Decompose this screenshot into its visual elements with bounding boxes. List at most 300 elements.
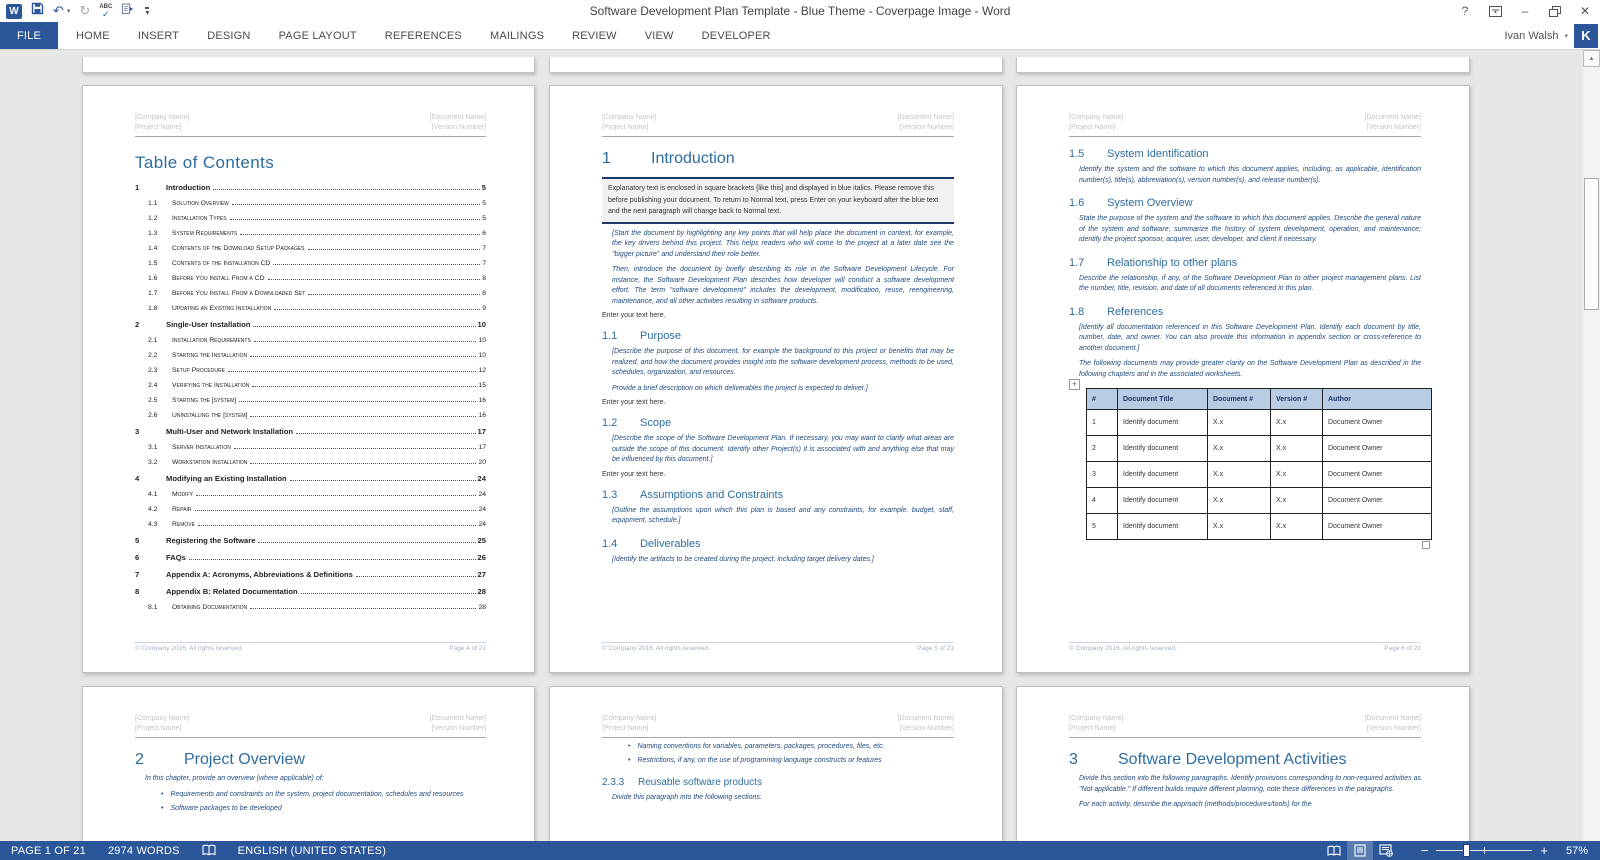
toc-label: Single-User Installation: [166, 320, 251, 329]
table-cell: Identify document: [1118, 410, 1208, 436]
table-cell: 1: [1087, 410, 1118, 436]
header-company: [Company Name]: [602, 114, 657, 121]
toc-entry[interactable]: [135, 367, 486, 382]
toc-leader: [253, 326, 475, 327]
section-heading: [602, 777, 954, 788]
body-paragraph: Enter your text here.: [602, 312, 666, 320]
bullet-text: Naming conventions for variables, parameters, packages, procedures, files, etc.: [637, 743, 885, 750]
quick-access-toolbar: [0, 0, 149, 22]
zoom-slider-thumb[interactable]: [1463, 844, 1470, 857]
undo-dropdown-icon[interactable]: ▾: [66, 8, 71, 15]
footer-page-number: Page 6 of 21: [1384, 645, 1421, 652]
guidance-paragraph: For each activity, describe the approach (methods/procedures/tools) for the: [1079, 801, 1312, 808]
toc-page-number: 28: [477, 587, 486, 596]
ribbon-tab[interactable]: REVIEW: [572, 29, 617, 42]
section-heading: [602, 150, 954, 168]
table-cell: X.x: [1208, 410, 1271, 436]
table-cell: Identify document: [1118, 436, 1208, 462]
restore-icon[interactable]: [1540, 0, 1570, 22]
table-resize-handle[interactable]: [1422, 541, 1430, 549]
document-canvas[interactable]: [0, 50, 1600, 841]
toc-number: 1.7: [148, 290, 158, 297]
bullet-item: [161, 790, 486, 800]
toc-leader: [198, 525, 476, 526]
toc-leader: [196, 495, 476, 496]
header-version: [Version Number]: [899, 725, 954, 732]
heading-number: 1.3: [602, 488, 618, 501]
toc-page-number: 15: [478, 382, 486, 389]
toc-page-number: 9: [482, 305, 486, 312]
toc-label: Verifying the Installation: [172, 382, 250, 389]
page-content: [550, 86, 1002, 565]
header-left: [135, 113, 189, 133]
toc-page-number: 7: [482, 260, 486, 267]
toc-number: 4.1: [148, 491, 158, 498]
heading-number: 1: [602, 150, 611, 167]
save-icon[interactable]: [31, 2, 44, 20]
toc-number: 5: [135, 536, 140, 545]
table-cell: Document Owner: [1323, 410, 1432, 436]
zoom-in-button[interactable]: +: [1540, 843, 1548, 858]
ribbon-tab[interactable]: PAGE LAYOUT: [278, 29, 357, 42]
section-heading: [602, 489, 954, 501]
ribbon-tab[interactable]: DESIGN: [207, 29, 251, 42]
bullet-item: [161, 804, 486, 814]
toc-leader: [296, 433, 476, 434]
proofing-status-icon[interactable]: [191, 841, 227, 860]
spelling-grammar-icon[interactable]: ABC ✓: [99, 4, 113, 19]
table-cell: X.x: [1271, 410, 1323, 436]
header-document: [Document Name]: [897, 114, 954, 121]
table-header-cell: Version #: [1271, 389, 1323, 410]
toc-label: Repair: [172, 506, 192, 513]
guidance-paragraph: The following documents may provide greater clarity on the Software Development Plan as described in the following chapters and in the associated worksheets.: [1079, 360, 1421, 378]
header-version: [Version Number]: [1366, 124, 1421, 131]
toc-leader: [308, 294, 480, 295]
toc-entry[interactable]: [135, 536, 486, 553]
toc-entry[interactable]: [135, 352, 486, 367]
toc-page-number: 10: [478, 337, 486, 344]
document-title: Table of Contents: [135, 153, 275, 172]
footer-page-number: Page 4 of 21: [449, 645, 486, 652]
heading-text: Software Development Activities: [1118, 751, 1347, 768]
word-app-icon[interactable]: W: [6, 4, 22, 19]
toc-page-number: 10: [478, 352, 486, 359]
toc-entry[interactable]: [135, 230, 486, 245]
footer-copyright: © Company 2016. All rights reserved.: [135, 645, 243, 652]
toc-number: 2.6: [148, 412, 158, 419]
toc-number: 6: [135, 553, 140, 562]
toc-entry[interactable]: [135, 397, 486, 412]
heading-text: System Overview: [1107, 197, 1193, 209]
zoom-percentage[interactable]: 57%: [1565, 844, 1588, 857]
heading-number: 1.6: [1069, 197, 1085, 209]
close-icon[interactable]: ✕: [1579, 4, 1591, 18]
toc-entry[interactable]: [135, 587, 486, 604]
toc-leader: [230, 219, 481, 220]
header-document: [Document Name]: [1364, 114, 1421, 121]
guidance-paragraph: Divide this paragraph into the following sections:: [612, 794, 762, 802]
toc-label: Installation Requirements: [172, 337, 251, 344]
table-cell: 5: [1087, 514, 1118, 540]
table-cell: Identify document: [1118, 514, 1208, 540]
toc-page-number: 12: [478, 367, 486, 374]
table-header-cell: Author: [1323, 389, 1432, 410]
bullet-marker: •: [161, 790, 164, 798]
page-bottom-partial: [1016, 57, 1470, 73]
header-left: [1069, 714, 1123, 734]
page-content: [83, 687, 534, 814]
table-header-row: [1087, 389, 1432, 410]
toc-number: 1.2: [148, 215, 158, 222]
guidance-paragraph: [Describe the purpose of this document, for example the background to this project or benefits that may be realized, and how the document provides insight into the software development process, methods to be used, schedules, organization, and resources.: [612, 348, 954, 377]
web-layout-button[interactable]: [1373, 841, 1399, 860]
guidance-paragraph: Describe the relationship, if any, of the Software Development Plan to other project management plans. List the number, title, revision, and date of all documents referenced in this plan.: [1079, 274, 1421, 292]
bullet-item: [628, 742, 954, 752]
toc-page-number: 17: [478, 444, 486, 451]
heading-number: 1.2: [602, 417, 618, 430]
table-cell: X.x: [1271, 488, 1323, 514]
toc-leader: [189, 559, 476, 560]
page-content: [1017, 86, 1469, 540]
toc-entry[interactable]: [135, 506, 486, 521]
toc-page-number: 6: [482, 230, 486, 237]
toc-label: Obtaining Documentation: [172, 604, 248, 611]
toc-entry[interactable]: [135, 382, 486, 397]
table-cell: X.x: [1271, 462, 1323, 488]
heading-text: Reusable software products: [638, 777, 762, 789]
toc-label: Solution Overview: [172, 200, 229, 207]
heading-number: 1.4: [602, 537, 618, 550]
scroll-up-button[interactable]: ▲: [1583, 50, 1600, 67]
page-indicator[interactable]: PAGE 1 OF 21: [11, 844, 86, 857]
vertical-scrollbar[interactable]: [1583, 50, 1600, 841]
header-left: [135, 714, 189, 734]
toc-label: Before You Install From a CD: [172, 275, 265, 282]
toc-entry[interactable]: [135, 412, 486, 427]
table-row: [1087, 488, 1432, 514]
title-bar: [0, 0, 1600, 22]
toc-label: Server Installation: [172, 444, 231, 451]
page-project-overview[interactable]: [82, 686, 535, 841]
scrollbar-thumb[interactable]: [1584, 178, 1599, 310]
toc-page-number: 8: [482, 290, 486, 297]
toc-number: 7: [135, 570, 140, 579]
toc-label: Multi-User and Network Installation: [166, 427, 293, 436]
toc-leader: [234, 448, 477, 449]
toc-page-number: 24: [477, 474, 486, 483]
heading-text: System Identification: [1107, 148, 1209, 160]
toc-entry[interactable]: [135, 245, 486, 260]
toc-entry[interactable]: [135, 570, 486, 587]
heading-number: 1.1: [602, 330, 618, 343]
table-row: [1087, 436, 1432, 462]
toc-label: Installation Types: [172, 215, 227, 222]
toc-number: 1.6: [148, 275, 158, 282]
page-header: [135, 113, 486, 137]
toc-number: 2.3: [148, 367, 158, 374]
page-bottom-partial: [549, 57, 1003, 73]
toc-leader: [356, 576, 476, 577]
bullet-item: [628, 756, 954, 766]
bullet-marker: •: [628, 757, 631, 765]
heading-number: 1.7: [1069, 256, 1085, 269]
toc-number: 3.1: [148, 444, 158, 451]
toc-leader: [301, 593, 476, 594]
toc-page-number: 16: [478, 397, 486, 404]
toc-entry[interactable]: [135, 290, 486, 305]
toc-entry[interactable]: [135, 260, 486, 275]
tab-file[interactable]: FILE: [0, 22, 58, 49]
toc-entry[interactable]: [135, 491, 486, 506]
toc-page-number: 25: [477, 536, 486, 545]
ribbon-tab[interactable]: HOME: [76, 29, 110, 42]
heading-text: Introduction: [651, 150, 735, 167]
page-header: [1069, 714, 1421, 738]
header-right: [1365, 714, 1421, 734]
header-company: [Company Name]: [1069, 114, 1124, 121]
header-right: [898, 714, 954, 734]
header-document: [Document Name]: [429, 715, 486, 722]
toc-leader: [250, 356, 476, 357]
footer-page-number: Page 5 of 21: [917, 645, 954, 652]
page-software-development-activities[interactable]: [1016, 686, 1470, 841]
user-dropdown-icon[interactable]: ▾: [1564, 32, 1568, 40]
toc-number: 4.3: [148, 521, 158, 528]
undo-icon[interactable]: ↶: [53, 3, 64, 18]
table-move-handle[interactable]: +: [1069, 379, 1080, 390]
zoom-slider[interactable]: [1436, 844, 1532, 857]
page-footer: [1069, 642, 1421, 652]
heading-text: References: [1107, 305, 1164, 318]
read-mode-button[interactable]: [1321, 841, 1347, 860]
guidance-paragraph: [Identify all documentation referenced in this Software Development Plan. Identify each document by title, number, date, and owner. You can also provide this information in appendix section or cross-reference to another document.]: [1079, 323, 1421, 352]
table-cell: Document Owner: [1323, 436, 1432, 462]
page-introduction[interactable]: [549, 85, 1003, 673]
header-version: [Version Number]: [1366, 725, 1421, 732]
toc-page-number: 27: [477, 570, 486, 579]
toc-entry[interactable]: [135, 474, 486, 491]
section-heading: [1069, 751, 1421, 769]
toc-page-number: 24: [478, 506, 486, 513]
header-right: [898, 113, 954, 133]
toc-leader: [274, 309, 480, 310]
toc-entry[interactable]: [135, 337, 486, 352]
guidance-paragraph: [Identify the artifacts to be created during the project, including target delivery dates.]: [612, 555, 874, 563]
header-project: [Project Name]: [602, 124, 649, 131]
toc-entry[interactable]: [135, 427, 486, 444]
toc-number: 3: [135, 427, 140, 436]
section-heading: [1069, 257, 1421, 269]
toc-label: Setup Procedure: [172, 367, 225, 374]
toc-label: Updating an Existing Installation: [172, 305, 272, 312]
header-left: [602, 714, 656, 734]
toc-label: Modifying an Existing Installation: [166, 474, 287, 483]
toc-leader: [240, 234, 480, 235]
word-count[interactable]: 2974 WORDS: [107, 844, 180, 857]
table-cell: 4: [1087, 488, 1118, 514]
toc-entry[interactable]: [135, 320, 486, 337]
ribbon-tab[interactable]: VIEW: [644, 29, 674, 42]
toc-entry[interactable]: [135, 459, 486, 474]
footer-copyright: © Company 2016. All rights reserved.: [602, 645, 710, 652]
heading-number: 1.5: [1069, 148, 1085, 160]
table-cell: Document Owner: [1323, 462, 1432, 488]
toc-label: Remove: [172, 521, 195, 528]
toc-page-number: 20: [478, 459, 486, 466]
header-project: [Project Name]: [135, 725, 182, 732]
toc-leader: [258, 542, 475, 543]
toc-entry[interactable]: [135, 215, 486, 230]
toc-page-number: 5: [482, 200, 486, 207]
toc-label: System Requirements: [172, 230, 238, 237]
header-project: [Project Name]: [135, 124, 182, 131]
toc-page-number: 10: [477, 320, 486, 329]
guidance-paragraph: State the purpose of the system and the software to which this document applies. Describe the general nature of the system and software; summarize the history of system development, operation, and maintenance; identify the project sponsor, acquirer, user, developer, and client if necessary.: [1079, 215, 1421, 243]
avatar[interactable]: K: [1574, 24, 1598, 48]
toc-entry[interactable]: [135, 553, 486, 570]
toc-number: 1.4: [148, 245, 158, 252]
window-controls: [1450, 0, 1600, 22]
language-indicator[interactable]: ENGLISH (UNITED STATES): [237, 844, 387, 857]
bullet-text: Requirements and constraints on the system, project documentation, schedules and resources: [170, 790, 464, 798]
toc-page-number: 17: [477, 427, 486, 436]
toc-label: Appendix A: Acronyms, Abbreviations & Definitions: [166, 570, 353, 579]
section-heading: [602, 330, 954, 342]
toc-page-number: 24: [478, 491, 486, 498]
toc-number: 1.3: [148, 230, 158, 237]
bullet-marker: •: [161, 804, 164, 812]
ribbon-tab[interactable]: DEVELOPER: [701, 29, 771, 42]
ribbon-tab[interactable]: MAILINGS: [489, 29, 545, 42]
toc-page-number: 8: [482, 275, 486, 282]
header-version: [Version Number]: [431, 725, 486, 732]
toc-leader: [228, 371, 477, 372]
toc-entry[interactable]: [135, 305, 486, 320]
footer-copyright: © Company 2016. All rights reserved.: [1069, 645, 1177, 652]
zoom-out-button[interactable]: −: [1420, 843, 1429, 858]
toc-number: 2.5: [148, 397, 158, 404]
ribbon-tab[interactable]: REFERENCES: [384, 29, 462, 42]
page-header: [602, 113, 954, 137]
toc-leader: [252, 386, 476, 387]
page-header: [135, 714, 486, 738]
toc-entry[interactable]: [135, 444, 486, 459]
status-bar: [0, 841, 1600, 860]
toc-page-number: 28: [478, 604, 486, 611]
header-company: [Company Name]: [602, 715, 657, 722]
heading-number: 3: [1069, 751, 1078, 768]
toc-leader: [273, 264, 480, 265]
section-heading: [135, 751, 486, 769]
document-table: [1086, 388, 1432, 540]
bullet-text: Restrictions, if any, on the use of programming language constructs or features: [637, 757, 882, 765]
guidance-paragraph: [Describe the scope of the Software Development Plan. If necessary, you may want to clarify what areas are outside the scope of this document. Identify other Project(s) it is associated with and anything else that may be influenced by this document.]: [612, 435, 954, 464]
toc-label: Uninstalling the [system]: [172, 412, 248, 419]
redo-icon[interactable]: ↻: [79, 3, 91, 18]
heading-text: Purpose: [640, 330, 681, 343]
table-cell: Identify document: [1118, 488, 1208, 514]
toc-leader: [195, 510, 477, 511]
toc-number: 2.1: [148, 337, 158, 344]
toc-entry[interactable]: [135, 200, 486, 215]
section-heading: [1069, 306, 1421, 318]
heading-number: 1.8: [1069, 305, 1085, 318]
header-document: [Document Name]: [897, 715, 954, 722]
minimize-icon[interactable]: –: [1521, 4, 1529, 18]
table-cell: X.x: [1208, 514, 1271, 540]
table-cell: X.x: [1271, 514, 1323, 540]
ribbon-tab[interactable]: INSERT: [137, 29, 180, 42]
header-document: [Document Name]: [1364, 715, 1421, 722]
guidance-paragraph: Identify the system and the software to which this document applies, including, as applicable, identification number(s), title(s), abbreviation(s), version number(s), and release number(s).: [1079, 166, 1421, 184]
section-heading: [1069, 197, 1421, 209]
header-right: [1365, 113, 1421, 133]
toc-page-number: 5: [481, 183, 486, 192]
guidance-paragraph: Divide this section into the following paragraphs. Identify provisions corresponding to non-required activities as "Not applicable." If different builds require different planning, note these differences in the paragraphs.: [1079, 775, 1421, 793]
page-table-of-contents[interactable]: [82, 85, 535, 673]
toc-number: 2: [135, 320, 140, 329]
table-row: [1087, 514, 1432, 540]
table-header-cell: #: [1087, 389, 1118, 410]
explanatory-note: Explanatory text is enclosed in square brackets [like this] and displayed in blue italics. Please remove this before publishing your document. To return to Normal text, press Enter on your keyboard after the blue text and the next paragraph will change back to Normal text.: [602, 177, 954, 224]
header-left: [1069, 113, 1123, 133]
toc-label: Contents of the Installation CD: [172, 260, 271, 267]
toc-number: 8.1: [148, 604, 158, 611]
ribbon-display-options-icon[interactable]: [1480, 0, 1510, 22]
help-icon[interactable]: ?: [1461, 4, 1469, 18]
toc-leader: [290, 480, 476, 481]
page-footer: [135, 642, 486, 652]
page-system-identification[interactable]: [1016, 85, 1470, 673]
toc-entry[interactable]: [135, 604, 486, 619]
bullet-marker: •: [628, 743, 631, 750]
qat-customize-icon[interactable]: ▾: [145, 7, 150, 17]
references-table: [1071, 379, 1421, 540]
user-name[interactable]: Ivan Walsh: [1504, 29, 1559, 42]
window-title: Software Development Plan Template - Blue Theme - Coverpage Image - Word: [589, 4, 1011, 18]
guidance-paragraph: [Start the document by highlighting any key points that will help place the document in context, for example, the key drivers behind this project. This helps readers who will come to the project at a later date see the "bigger picture" and understand their role better.: [612, 229, 954, 258]
toc-label: Contents of the Download Setup Packages: [172, 245, 305, 252]
toc-leader: [308, 249, 481, 250]
toc-leader: [250, 608, 476, 609]
toc-page-number: 26: [477, 553, 486, 562]
page-reusable-software-products[interactable]: [549, 686, 1003, 841]
toc-label: Modify: [172, 491, 193, 498]
zoom-control: [1421, 844, 1548, 857]
header-project: [Project Name]: [1069, 124, 1116, 131]
header-version: [Version Number]: [899, 124, 954, 131]
heading-number: 2.3.3: [602, 777, 625, 789]
table-cell: Identify document: [1118, 462, 1208, 488]
table-cell: Document Owner: [1323, 514, 1432, 540]
toc-page-number: 16: [478, 412, 486, 419]
print-layout-button[interactable]: [1347, 841, 1373, 860]
page-content: [550, 687, 1002, 804]
toc-entry[interactable]: [135, 275, 486, 290]
page-header: [602, 714, 954, 738]
toc-label: FAQs: [166, 553, 186, 562]
toc-entry[interactable]: [135, 521, 486, 536]
table-cell: 3: [1087, 462, 1118, 488]
guidance-paragraph: In this chapter, provide an overview (where applicable) of:: [145, 775, 324, 782]
toc-number: 1: [135, 183, 140, 192]
clipboard-icon[interactable]: [121, 2, 134, 20]
toc-entry[interactable]: [135, 183, 486, 200]
table-cell: X.x: [1208, 488, 1271, 514]
heading-text: Relationship to other plans: [1107, 256, 1238, 269]
page-bottom-partial: [82, 57, 535, 73]
